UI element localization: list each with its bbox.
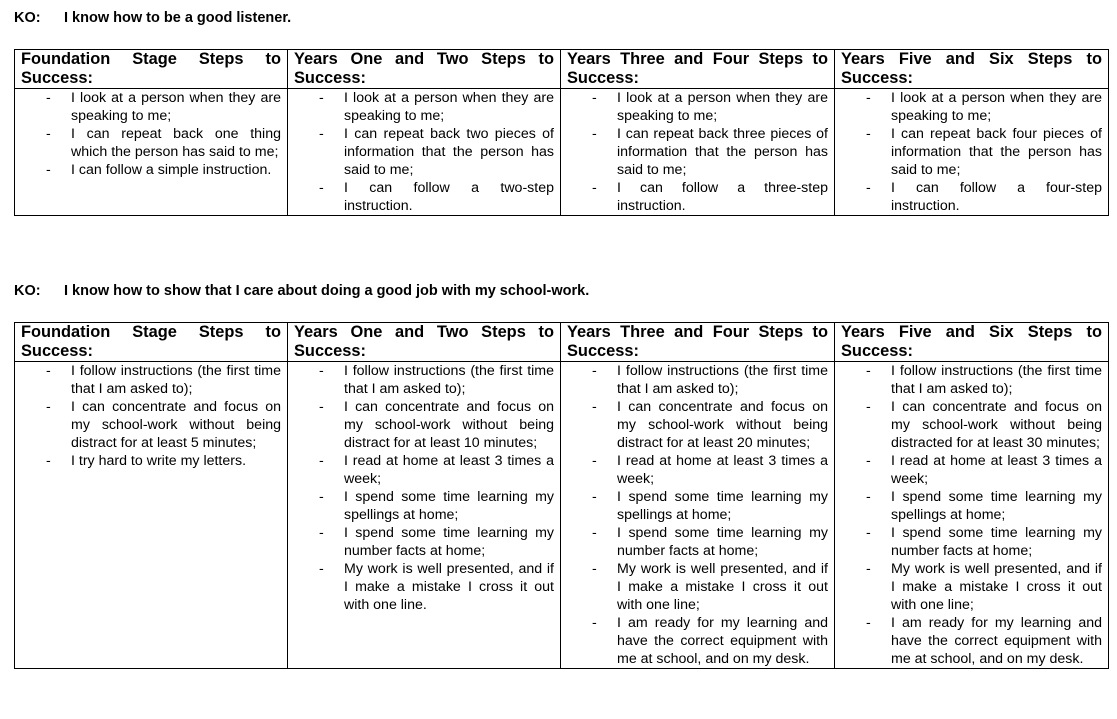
list-item xyxy=(294,179,554,215)
steps-list xyxy=(567,362,828,668)
list-item-text: I can concentrate and focus on my school-work without being distract for at least 20 minutes; xyxy=(617,399,828,451)
list-item xyxy=(294,125,554,179)
bullet-dash: - xyxy=(866,180,871,196)
list-item-text: I look at a person when they are speaking to me; xyxy=(71,90,281,124)
list-item xyxy=(294,452,554,488)
bullet-dash: - xyxy=(592,615,597,631)
list-item-text: I can follow a three-step instruction. xyxy=(617,180,828,214)
column-cell xyxy=(15,89,288,216)
table-row xyxy=(15,89,1109,216)
section2-heading xyxy=(14,282,589,300)
list-item-text: My work is well presented, and if I make a mistake I cross it out with one line; xyxy=(891,561,1102,613)
list-item xyxy=(294,362,554,398)
bullet-dash: - xyxy=(866,489,871,505)
list-item-text: I am ready for my learning and have the correct equipment with me at school, and on my desk. xyxy=(891,615,1102,667)
list-item xyxy=(567,89,828,125)
column-header: Years Three and Four Steps to Success: xyxy=(561,323,835,362)
section1-ko-label: KO: xyxy=(14,10,41,26)
list-item-text: I can concentrate and focus on my school-work without being distract for at least 10 minutes; xyxy=(344,399,554,451)
list-item-text: I can concentrate and focus on my school-work without being distracted for at least 30 minutes; xyxy=(891,399,1102,451)
steps-list xyxy=(294,89,554,215)
section2-title: I know how to show that I care about doing a good job with my school-work. xyxy=(64,283,590,299)
column-cell xyxy=(835,362,1109,669)
list-item xyxy=(21,161,281,179)
list-item xyxy=(21,125,281,161)
school-work-steps-table xyxy=(14,322,1109,669)
bullet-dash: - xyxy=(866,525,871,541)
bullet-dash: - xyxy=(866,126,871,142)
list-item-text: I spend some time learning my number facts at home; xyxy=(891,525,1102,559)
list-item xyxy=(567,452,828,488)
bullet-dash: - xyxy=(592,126,597,142)
list-item-text: I can follow a two-step instruction. xyxy=(344,180,554,214)
bullet-dash: - xyxy=(319,90,324,106)
list-item-text: I spend some time learning my number facts at home; xyxy=(617,525,828,559)
list-item xyxy=(21,89,281,125)
list-item xyxy=(294,398,554,452)
list-item xyxy=(294,560,554,614)
bullet-dash: - xyxy=(46,399,51,415)
steps-list xyxy=(567,89,828,215)
list-item-text: I spend some time learning my spellings at home; xyxy=(617,489,828,523)
list-item-text: I spend some time learning my number facts at home; xyxy=(344,525,554,559)
list-item-text: I look at a person when they are speaking to me; xyxy=(617,90,828,124)
bullet-dash: - xyxy=(319,453,324,469)
column-cell xyxy=(561,89,835,216)
list-item xyxy=(567,524,828,560)
column-cell xyxy=(835,89,1109,216)
list-item-text: I read at home at least 3 times a week; xyxy=(617,453,828,487)
list-item-text: I can follow a simple instruction. xyxy=(71,162,272,178)
list-item-text: I can repeat back three pieces of information that the person has said to me; xyxy=(617,126,828,178)
column-header: Years Three and Four Steps to Success: xyxy=(561,50,835,89)
list-item-text: I can concentrate and focus on my school-work without being distract for at least 5 minutes; xyxy=(71,399,281,451)
list-item xyxy=(841,452,1102,488)
list-item xyxy=(21,398,281,452)
list-item xyxy=(567,179,828,215)
list-item xyxy=(294,524,554,560)
section2-ko-label: KO: xyxy=(14,283,41,299)
steps-list xyxy=(841,89,1102,215)
list-item xyxy=(841,614,1102,668)
list-item xyxy=(567,488,828,524)
list-item xyxy=(841,89,1102,125)
list-item-text: I can repeat back two pieces of information that the person has said to me; xyxy=(344,126,554,178)
list-item xyxy=(294,89,554,125)
list-item-text: I can repeat back four pieces of information that the person has said to me; xyxy=(891,126,1102,178)
steps-list xyxy=(294,362,554,614)
list-item-text: My work is well presented, and if I make a mistake I cross it out with one line. xyxy=(344,561,554,613)
list-item xyxy=(294,488,554,524)
list-item xyxy=(841,488,1102,524)
column-header: Years Five and Six Steps to Success: xyxy=(835,323,1109,362)
bullet-dash: - xyxy=(866,90,871,106)
bullet-dash: - xyxy=(319,561,324,577)
bullet-dash: - xyxy=(592,453,597,469)
column-header: Years One and Two Steps to Success: xyxy=(288,50,561,89)
column-header: Foundation Stage Steps to Success: xyxy=(15,323,288,362)
column-header: Foundation Stage Steps to Success: xyxy=(15,50,288,89)
bullet-dash: - xyxy=(866,453,871,469)
list-item xyxy=(841,125,1102,179)
bullet-dash: - xyxy=(592,489,597,505)
bullet-dash: - xyxy=(319,180,324,196)
column-cell xyxy=(561,362,835,669)
list-item xyxy=(841,524,1102,560)
bullet-dash: - xyxy=(46,90,51,106)
list-item xyxy=(841,560,1102,614)
list-item xyxy=(21,452,281,470)
table-header-row xyxy=(15,323,1109,362)
bullet-dash: - xyxy=(46,162,51,178)
table-header-row xyxy=(15,50,1109,89)
list-item-text: I follow instructions (the first time that I am asked to); xyxy=(71,363,281,397)
list-item-text: I read at home at least 3 times a week; xyxy=(344,453,554,487)
list-item-text: I follow instructions (the first time that I am asked to); xyxy=(344,363,554,397)
bullet-dash: - xyxy=(319,399,324,415)
bullet-dash: - xyxy=(319,489,324,505)
column-cell xyxy=(288,89,561,216)
list-item-text: I follow instructions (the first time that I am asked to); xyxy=(617,363,828,397)
list-item xyxy=(567,125,828,179)
steps-list xyxy=(21,89,281,179)
bullet-dash: - xyxy=(866,615,871,631)
list-item xyxy=(841,179,1102,215)
bullet-dash: - xyxy=(592,180,597,196)
bullet-dash: - xyxy=(592,363,597,379)
list-item xyxy=(567,560,828,614)
section1-title: I know how to be a good listener. xyxy=(64,10,292,26)
list-item-text: I look at a person when they are speaking to me; xyxy=(891,90,1102,124)
bullet-dash: - xyxy=(319,126,324,142)
bullet-dash: - xyxy=(592,561,597,577)
list-item-text: My work is well presented, and if I make a mistake I cross it out with one line; xyxy=(617,561,828,613)
list-item xyxy=(841,398,1102,452)
bullet-dash: - xyxy=(319,363,324,379)
bullet-dash: - xyxy=(319,525,324,541)
column-cell xyxy=(288,362,561,669)
bullet-dash: - xyxy=(592,399,597,415)
list-item-text: I try hard to write my letters. xyxy=(71,453,247,469)
bullet-dash: - xyxy=(866,561,871,577)
column-cell xyxy=(15,362,288,669)
list-item-text: I spend some time learning my spellings at home; xyxy=(344,489,554,523)
listener-steps-table xyxy=(14,49,1109,216)
steps-list xyxy=(21,362,281,470)
list-item-text: I can repeat back one thing which the person has said to me; xyxy=(71,126,281,160)
list-item xyxy=(567,614,828,668)
list-item-text: I read at home at least 3 times a week; xyxy=(891,453,1102,487)
list-item xyxy=(841,362,1102,398)
column-header: Years One and Two Steps to Success: xyxy=(288,323,561,362)
bullet-dash: - xyxy=(592,525,597,541)
list-item-text: I spend some time learning my spellings at home; xyxy=(891,489,1102,523)
list-item-text: I follow instructions (the first time that I am asked to); xyxy=(891,363,1102,397)
list-item xyxy=(567,398,828,452)
bullet-dash: - xyxy=(866,399,871,415)
bullet-dash: - xyxy=(46,126,51,142)
bullet-dash: - xyxy=(592,90,597,106)
list-item xyxy=(567,362,828,398)
bullet-dash: - xyxy=(46,453,51,469)
list-item xyxy=(21,362,281,398)
column-header: Years Five and Six Steps to Success: xyxy=(835,50,1109,89)
section1-heading xyxy=(14,9,291,27)
bullet-dash: - xyxy=(866,363,871,379)
table-row xyxy=(15,362,1109,669)
bullet-dash: - xyxy=(46,363,51,379)
list-item-text: I can follow a four-step instruction. xyxy=(891,180,1102,214)
list-item-text: I am ready for my learning and have the correct equipment with me at school, and on my desk. xyxy=(617,615,828,667)
list-item-text: I look at a person when they are speaking to me; xyxy=(344,90,554,124)
steps-list xyxy=(841,362,1102,668)
